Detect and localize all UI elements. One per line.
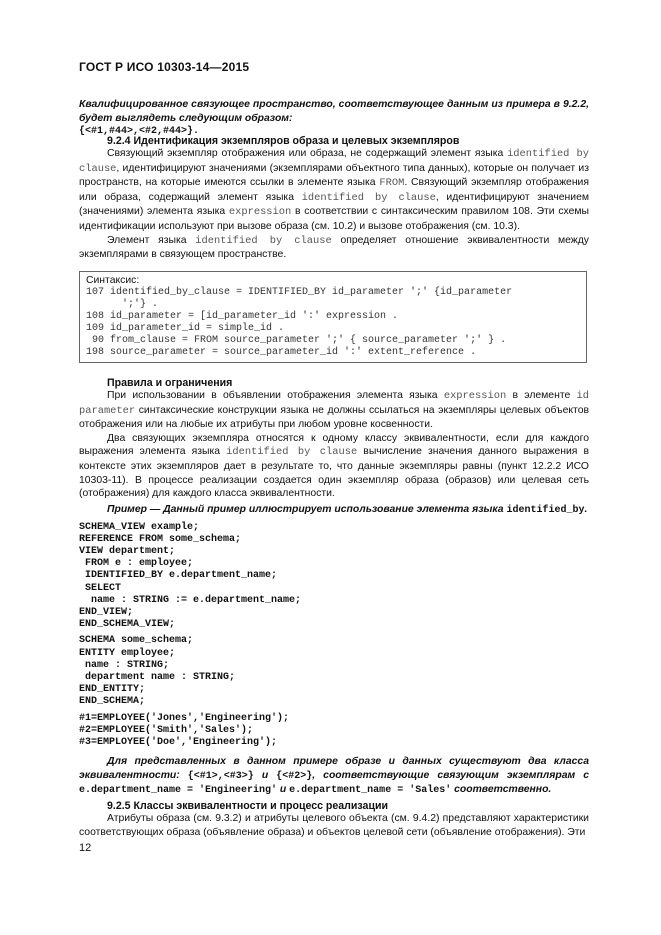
code-line: END_SCHEMA;	[79, 696, 146, 708]
code-line: SELECT	[79, 582, 122, 594]
rules-section	[79, 377, 589, 501]
section-925	[79, 800, 589, 839]
page-number: 12	[79, 842, 92, 854]
syntax-line: ';'} .	[86, 299, 159, 310]
code-line: REFERENCE FROM some_schema;	[79, 533, 242, 545]
code-listing-instances	[79, 713, 589, 750]
example-section	[79, 503, 589, 749]
code-listing-view	[79, 522, 589, 632]
conclusion-text: Для представленных в данном примере образе и данных существуют два класса эквивалентности: {<#1>,<#3>} и {<#2>}, соответствующие связующим экземплярам с e.department_name = 'Engineering' и e.department_name = 'Sales' соответственно.	[79, 756, 590, 797]
section-924-paragraph-2: Элемент языка identified by clause определяет отношение эквивалентности между экземплярами в связующем пространстве.	[79, 234, 590, 261]
code-listing-schema	[79, 635, 589, 708]
syntax-line: 108 id_parameter = [id_parameter_id ':' expression .	[86, 311, 399, 322]
section-924-paragraph-1: Связующий экземпляр отображения или образа, не содержащий элемент языка identified by clause, идентифицируют значениями (экземплярами объектного типа данных), которые он получает из пространств, на которые имеются ссылки в элементе языка FROM. Связующий экземпляр отображения или образа, содержащий элемент языка identified by clause, идентифицируют значением (значениями) элемента языка expression в соответствии с синтаксическим правилом 108. Эти схемы идентификации используют при вызове образа (см. 10.2) и вызове отображения (см. 10.3).	[79, 148, 589, 232]
code-line: #1=EMPLOYEE('Jones','Engineering');	[79, 712, 290, 724]
syntax-label: Синтаксис:	[86, 275, 140, 286]
code-line: #3=EMPLOYEE('Doe','Engineering');	[79, 737, 278, 749]
syntax-line: 198 source_parameter = source_parameter_id ':' extent_reference .	[86, 347, 477, 358]
code-line: END_VIEW;	[79, 607, 134, 619]
document-header: ГОСТ Р ИСО 10303-14—2015	[79, 60, 250, 74]
code-line: name : STRING := e.department_name;	[79, 594, 302, 606]
section-925-heading: 9.2.5 Классы эквивалентности и процесс реализации	[107, 800, 388, 812]
code-line: department name : STRING;	[79, 672, 236, 684]
rules-paragraph-1: При использовании в объявлении отображения элемента языка expression в элементе id parameter синтаксические конструкции языка не должны ссылаться на экземпляры целевых объектов отображения или на любые их атрибуты при любом уровне косвенности.	[79, 390, 589, 431]
rules-paragraph-2: Два связующих экземпляра относятся к одному классу эквивалентности, если для каждого выражения элемента языка identified by clause вычисление значения данного выражения в контексте этих экземпляров дает в результате то, что данные экземпляры равны (пункт 12.2.2 ИСО 10303-11). В процессе реализации создается один экземпляр образа (образов) или целевая сеть (отображения) для каждого класса эквивалентности.	[79, 432, 590, 500]
code-line: name : STRING;	[79, 659, 170, 671]
code-line: SCHEMA_VIEW example;	[79, 521, 200, 533]
code-line: END_ENTITY;	[79, 684, 146, 696]
conclusion-block	[79, 755, 589, 798]
code-line: SCHEMA some_schema;	[79, 635, 194, 647]
code-line: IDENTIFIED_BY e.department_name;	[79, 570, 278, 582]
code-line: FROM e : employee;	[79, 558, 194, 570]
syntax-box	[79, 271, 587, 363]
section-924	[79, 135, 589, 262]
example-label: Пример — Данный пример иллюстрирует использование элемента языка identified_by.	[107, 504, 588, 516]
code-line: VIEW department;	[79, 546, 176, 557]
syntax-line: 107 identified_by_clause = IDENTIFIED_BY id_parameter ';' {id_parameter	[86, 287, 513, 298]
intro-code: {<#1,#44>,<#2,#44>}.	[79, 126, 200, 138]
code-line: END_SCHEMA_VIEW;	[79, 619, 176, 631]
rules-heading: Правила и ограничения	[107, 377, 233, 389]
syntax-line: 90 from_clause = FROM source_parameter ';' { source_parameter ';' } .	[86, 335, 507, 346]
intro-text: Квалифицированное связующее пространство, соответствующее данным из примера в 9.2.2, будет выглядеть следующим образом:	[79, 99, 589, 124]
code-line: #2=EMPLOYEE('Smith','Sales');	[79, 724, 254, 736]
code-line: ENTITY employee;	[79, 647, 176, 659]
syntax-line: 109 id_parameter_id = simple_id .	[86, 323, 285, 334]
section-924-heading: 9.2.4 Идентификация экземпляров образа и целевых экземпляров	[107, 135, 460, 147]
intro-block	[79, 98, 589, 139]
section-925-text: Атрибуты образа (см. 9.3.2) и атрибуты целевого объекта (см. 9.4.2) представляют характеристики соответствующих образа (объявление образа) и объектов целевой сети (объявление отображения). Эти	[79, 813, 589, 838]
